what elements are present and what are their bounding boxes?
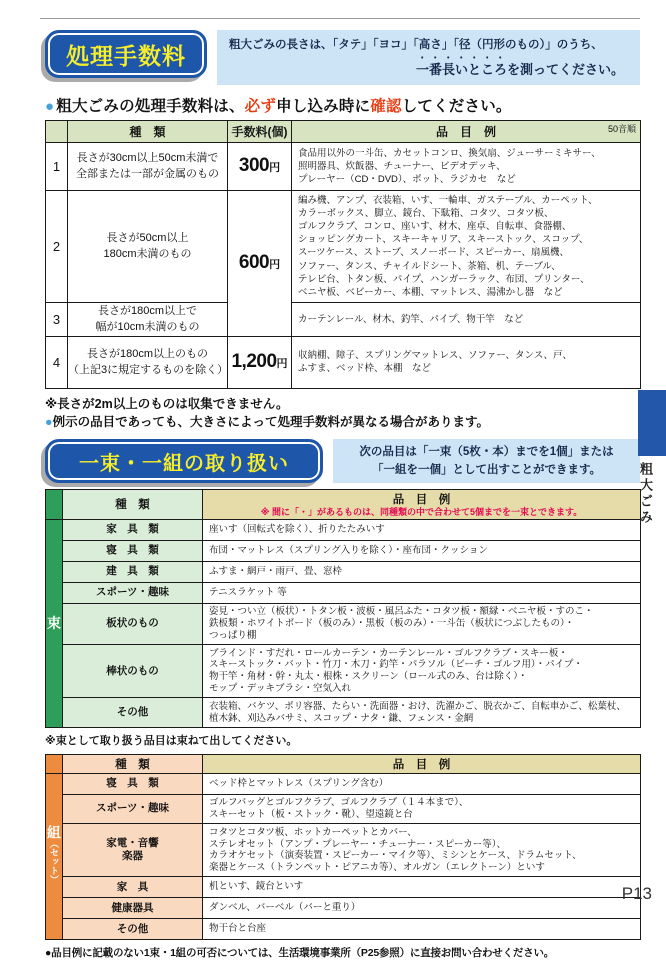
bundle-spine-label: 束 xyxy=(47,615,61,632)
measure-note-emphasis: 一番長いところ xyxy=(415,61,507,77)
category-cell: 家電・音響 楽器 xyxy=(63,824,203,877)
bundle-spine xyxy=(46,519,63,727)
fee-amount: 1,200 xyxy=(231,351,277,373)
set-row xyxy=(46,877,641,898)
bundle-row xyxy=(46,540,641,561)
items-cell: テニスラケット 等 xyxy=(203,582,641,603)
items-cell: 編み機、アンプ、衣装箱、いす、一輪車、ガステーブル、カーペット、 カラーボックス、脚立、鏡台、下駄箱、コタツ、コタツ板、 ゴルフクラブ、コンロ、座いす、材木、座卓、自転車、食器棚、 ショッピングカート、スキーキャリア、スキーストック、スコップ、 スーツケース、ストーブ、スノーボード、スピーカー、扇風機、 ソファー、タンス、チャイルドシート、茶箱、机、テーブル、 テレビ台、トタン板、パイプ、ハンガーラック、布団、プリンター、 ベニヤ板、ベビーカー、本棚、マットレス、湯沸かし器 など xyxy=(292,190,641,302)
bullet-icon: ● xyxy=(45,414,53,429)
fee-cell xyxy=(228,142,292,190)
row-number: 2 xyxy=(46,190,68,302)
headline-red-2: 確認 xyxy=(370,97,402,115)
set-table xyxy=(45,754,641,941)
footer-note xyxy=(45,945,640,960)
set-row xyxy=(46,773,641,794)
category-cell: 寝 具 類 xyxy=(63,773,203,794)
row-number: 4 xyxy=(46,336,68,388)
fee-row-1 xyxy=(46,142,641,190)
measure-note-line2-rest: を測ってください。 xyxy=(506,61,624,77)
category-cell: 建 具 類 xyxy=(63,561,203,582)
type-cell: 長さが180cm以上のもの （上記3に規定するものを除く） xyxy=(68,336,228,388)
fee-table xyxy=(45,120,641,389)
footer-note-text: 品目例に記載のない1束・1組の可否については、生活環境事業所（P25参照）に直接お問い合わせください。 xyxy=(51,947,555,960)
category-cell: 家 具 類 xyxy=(63,519,203,540)
measure-note-line2 xyxy=(229,55,630,80)
set-row xyxy=(46,824,641,877)
bundle-header-items-note: ※ 間に「・」があるものは、同種類の中で合わせて5個までを一束とできます。 xyxy=(260,507,583,518)
row-number: 1 xyxy=(46,142,68,190)
fee-section-header xyxy=(45,30,640,85)
fee-amount: 600 xyxy=(238,252,270,274)
fee-row-4 xyxy=(46,336,641,388)
note-no-collection: ※長さが2m以上のものは収集できません。 xyxy=(45,396,289,411)
bullet-icon: ● xyxy=(45,97,55,115)
items-cell: ゴルフバッグとゴルフクラブ、ゴルフクラブ（１４本まで）、 スキーセット（板・ストック・靴）、望遠鏡と台 xyxy=(203,794,641,824)
items-cell: 机といす、鏡台といす xyxy=(203,877,641,898)
category-cell: スポーツ・趣味 xyxy=(63,582,203,603)
category-cell: 健康器具 xyxy=(63,898,203,919)
fee-cell-merged xyxy=(228,190,292,336)
set-spine xyxy=(46,773,63,940)
headline-text: 粗大ごみの処理手数料は、 xyxy=(56,97,245,115)
items-cell: カーテンレール、材木、釣竿、パイプ、物干竿 など xyxy=(292,302,641,336)
category-cell: 板状のもの xyxy=(63,603,203,644)
fee-amount: 300 xyxy=(238,155,270,177)
bundle-intro-line1: 次の品目は「一束（5枚・本）までを1個」または xyxy=(359,445,614,458)
fee-row-3 xyxy=(46,302,641,336)
set-row xyxy=(46,898,641,919)
chapter-tab xyxy=(638,390,666,456)
measure-note-box xyxy=(217,30,640,85)
items-cell: 物干台と台座 xyxy=(203,919,641,940)
items-cell: 座いす（回転式を除く）、折りたたみいす xyxy=(203,519,641,540)
headline-text-post: してください。 xyxy=(401,97,512,115)
bundle-spine-header xyxy=(46,490,63,520)
bundle-row xyxy=(46,698,641,728)
bundle-row xyxy=(46,645,641,698)
chapter-label: 粗大ごみ xyxy=(638,462,653,526)
fee-notes xyxy=(45,395,640,431)
fee-row-2 xyxy=(46,190,641,302)
items-cell: コタツとコタツ板、ホットカーペットとカバー、 ステレオセット（アンプ・プレーヤー・チューナー・スピーカー等）、 カラオケセット（演奏装置・スピーカー・マイク等）、ミシンとケース、ドラムセット、 楽器とケース（トランペット・ピアニカ等）、オルガン（エレクトーン）といす xyxy=(203,824,641,877)
bundle-row xyxy=(46,561,641,582)
bundle-note: ※束として取り扱う品目は束ねて出してください。 xyxy=(45,734,298,747)
row-number: 3 xyxy=(46,302,68,336)
items-cell: 姿見・つい立（板状）・トタン板・波板・風呂ふた・コタツ板・額縁・ベニヤ板・すのこ・ 鉄板類・ホワイトボード（板のみ）・黒板（板のみ）・一斗缶（板状につぶしたもの）・ つっぱり棚 xyxy=(203,603,641,644)
fee-section-badge: 処理手数料 xyxy=(45,30,207,78)
page-number: P13 xyxy=(621,884,652,903)
bundle-row xyxy=(46,519,641,540)
set-table-header xyxy=(46,754,641,773)
items-cell: 衣装箱、バケツ、ポリ容器、たらい・洗面器・おけ、洗濯かご、脱衣かご、自転車かご、松葉杖、 植木鉢、刈込みバサミ、スコップ・ナタ・鎌、フェンス・金網 xyxy=(203,698,641,728)
category-cell: その他 xyxy=(63,919,203,940)
headline-red-1: 必ず xyxy=(244,97,277,115)
bundle-row xyxy=(46,582,641,603)
header-items-label: 品 目 例 xyxy=(435,124,496,139)
header-items xyxy=(292,120,641,142)
bundle-intro-box xyxy=(333,439,640,483)
bundle-table-header xyxy=(46,490,641,520)
fee-headline xyxy=(45,94,640,116)
items-cell: ダンベル、バーベル（バーと重り） xyxy=(203,898,641,919)
note-fee-varies xyxy=(45,413,640,431)
set-header-items: 品 目 例 xyxy=(203,754,641,773)
bundle-header-type: 種 類 xyxy=(63,490,203,520)
bundle-row xyxy=(46,603,641,644)
set-spine-label: 組 xyxy=(46,824,62,839)
headline-text-mid: 申し込み時に xyxy=(276,97,371,115)
items-cell: 布団・マットレス（スプリング入りを除く）・座布団・クッション xyxy=(203,540,641,561)
sort-order-label: 50音順 xyxy=(607,123,636,134)
bundle-table xyxy=(45,489,641,728)
note-fee-varies-text: 例示の品目であっても、大きさによって処理手数料が異なる場合があります。 xyxy=(52,414,489,429)
header-type: 種 類 xyxy=(68,120,228,142)
type-cell: 長さが30cm以上50cm未満で 全部または一部が金属のもの xyxy=(68,142,228,190)
bundle-header-items-label: 品 目 例 xyxy=(392,494,451,507)
bundle-intro-line2: 「一組を一個」として出すことができます。 xyxy=(371,464,602,477)
set-header-type: 種 類 xyxy=(63,754,203,773)
bundle-section-badge: 一束・一組の取り扱い xyxy=(45,439,323,483)
set-spine-sublabel: （セット） xyxy=(49,838,59,884)
header-no xyxy=(46,120,68,142)
items-cell: ブラインド・すだれ・ロールカーテン・カーテンレール・ゴルフクラブ・スキー板・ スキーストック・バット・竹刀・木刀・釣竿・パラソル（ビーチ・ゴルフ用）・パイプ・ 物干竿・角材・幹・丸太・根株・スクリーン（ロール式のみ、台は除く）・ モップ・デッキブラシ・空気入れ xyxy=(203,645,641,698)
type-cell: 長さが50cm以上 180cm未満のもの xyxy=(68,190,228,302)
category-cell: スポーツ・趣味 xyxy=(63,794,203,824)
measure-note-line1: 粗大ごみの長さは、「タテ」「ヨコ」「高さ」「径（円形のもの）」のうち、 xyxy=(229,39,603,51)
category-cell: その他 xyxy=(63,698,203,728)
set-row xyxy=(46,919,641,940)
fee-unit: 円 xyxy=(276,358,288,371)
fee-unit: 円 xyxy=(269,162,281,175)
items-cell: 食品用以外の一斗缶、カセットコンロ、換気扇、ジューサーミキサー、 照明器具、炊飯器、チューナー、ビデオデッキ、 プレーヤー（CD・DVD）、ポット、ラジカセ など xyxy=(292,142,641,190)
bullet-icon: ● xyxy=(45,947,52,960)
fee-unit: 円 xyxy=(269,259,281,272)
items-cell: ベッド枠とマットレス（スプリング含む） xyxy=(203,773,641,794)
category-cell: 家 具 xyxy=(63,877,203,898)
set-row xyxy=(46,794,641,824)
fee-cell xyxy=(228,336,292,388)
bundle-section-header xyxy=(45,439,640,483)
fee-table-header xyxy=(46,120,641,142)
set-spine-header xyxy=(46,754,63,773)
header-fee: 手数料(個) xyxy=(228,120,292,142)
type-cell: 長さが180cm以上で 幅が10cm未満のもの xyxy=(68,302,228,336)
items-cell: 収納棚、障子、スプリングマットレス、ソファー、タンス、戸、 ふすま、ベッド枠、本棚 など xyxy=(292,336,641,388)
category-cell: 棒状のもの xyxy=(63,645,203,698)
category-cell: 寝 具 類 xyxy=(63,540,203,561)
items-cell: ふすま・網戸・雨戸、畳、窓枠 xyxy=(203,561,641,582)
bundle-header-items xyxy=(203,490,641,520)
